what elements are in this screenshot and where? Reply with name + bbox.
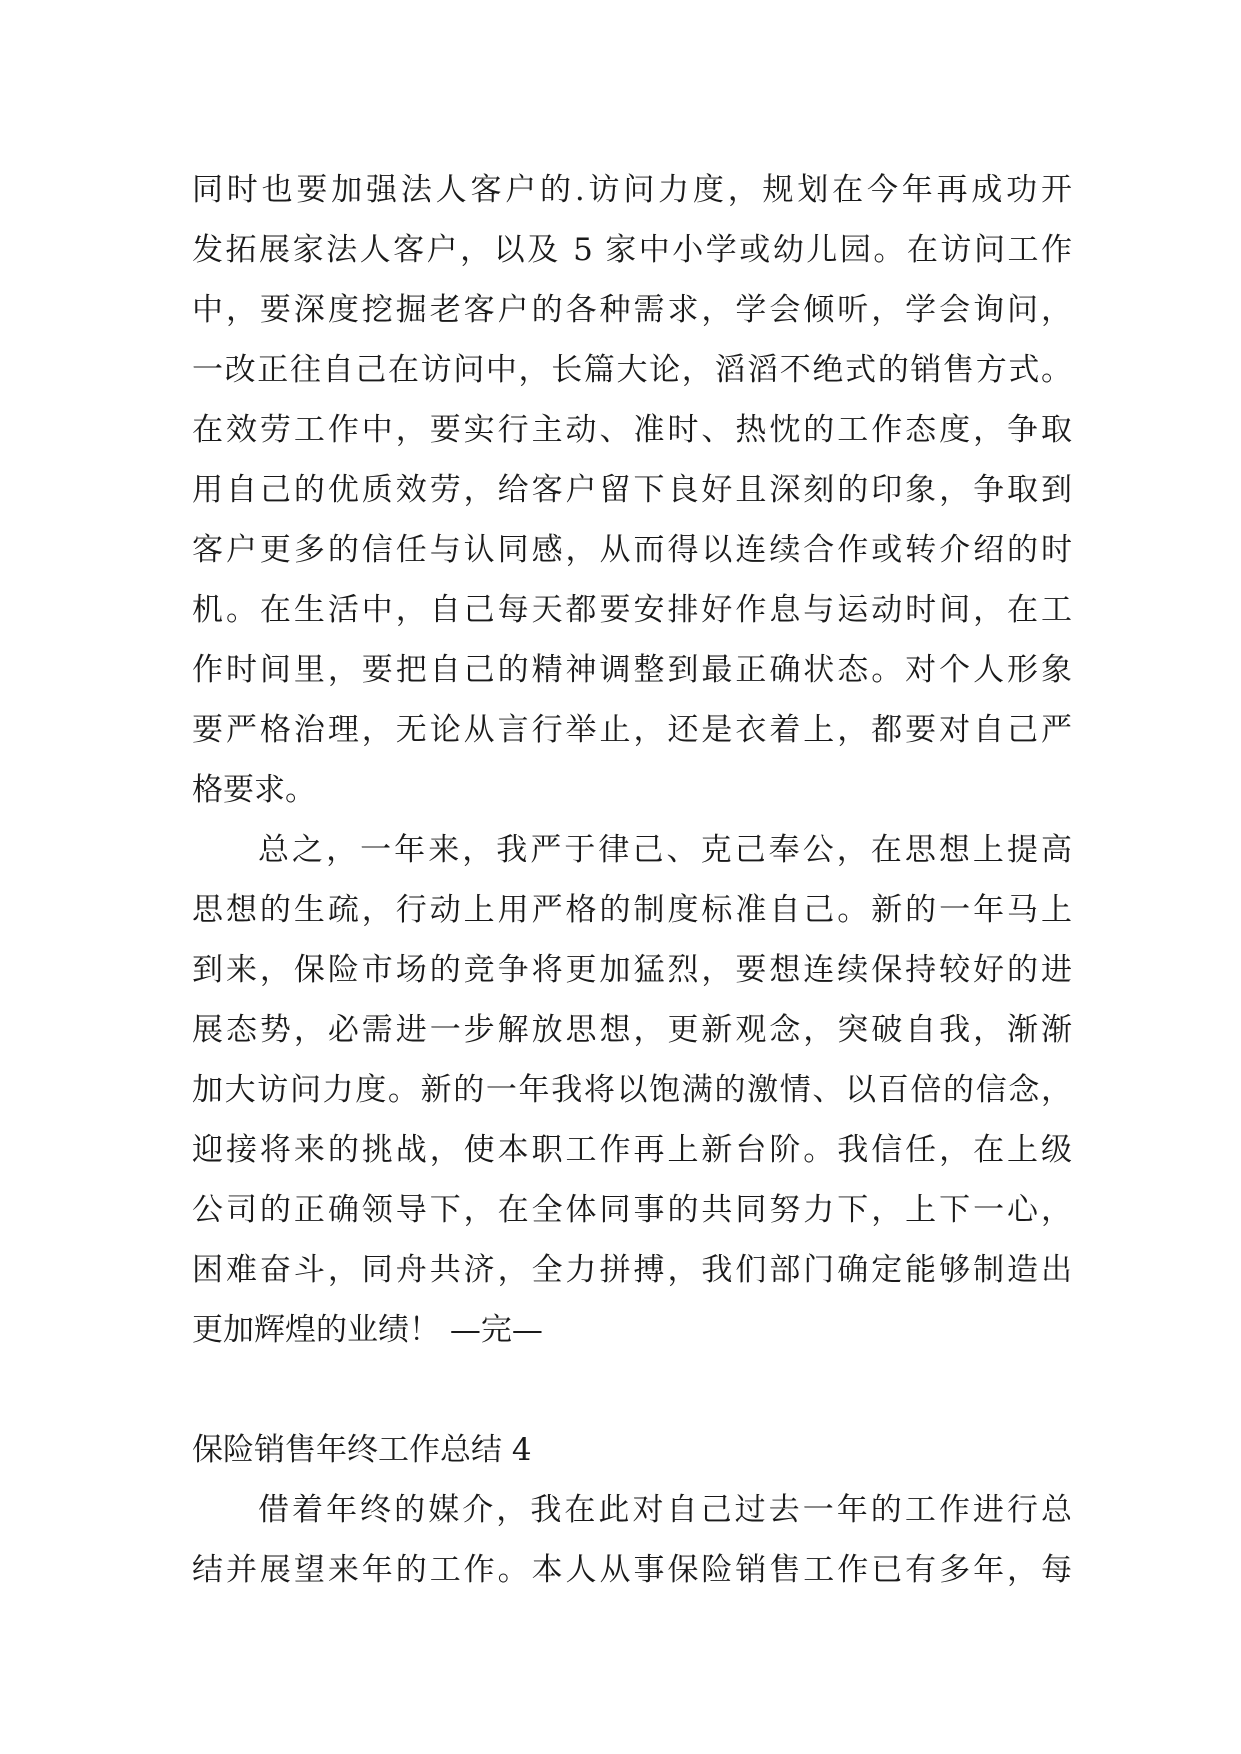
paragraph-line: 机。在生活中，自己每天都要安排好作息与运动时间，在工: [192, 592, 1072, 628]
paragraph-line: 结并展望来年的工作。本人从事保险销售工作已有多年，每: [192, 1552, 1072, 1588]
paragraph-line: 格要求。: [192, 772, 316, 808]
paragraph-line: 总之，一年来，我严于律己、克己奉公，在思想上提高: [258, 832, 1072, 868]
paragraph-line: 公司的正确领导下，在全体同事的共同努力下，上下一心，: [192, 1192, 1072, 1228]
paragraph-line: 困难奋斗，同舟共济，全力拼搏，我们部门确定能够制造出: [192, 1252, 1072, 1288]
section-heading: 保险销售年终工作总结 4: [192, 1432, 532, 1468]
paragraph-line: 同时也要加强法人客户的.访问力度，规划在今年再成功开: [192, 172, 1072, 208]
paragraph-line: 迎接将来的挑战，使本职工作再上新台阶。我信任，在上级: [192, 1132, 1072, 1168]
paragraph-line: 展态势，必需进一步解放思想，更新观念，突破自我，渐渐: [192, 1012, 1072, 1048]
paragraph-3: [192, 1480, 1072, 1600]
paragraph-line: 作时间里，要把自己的精神调整到最正确状态。对个人形象: [192, 652, 1072, 688]
paragraph-line: 客户更多的信任与认同感，从而得以连续合作或转介绍的时: [192, 532, 1072, 568]
paragraph-line: 要严格治理，无论从言行举止，还是衣着上，都要对自己严: [192, 712, 1072, 748]
paragraph-2: [192, 820, 1072, 1360]
paragraph-line: 中，要深度挖掘老客户的各种需求，学会倾听，学会询问，: [192, 292, 1072, 328]
paragraph-line: 思想的生疏，行动上用严格的制度标准自己。新的一年马上: [192, 892, 1072, 928]
paragraph-line: 发拓展家法人客户，以及 5 家中小学或幼儿园。在访问工作: [192, 232, 1072, 268]
section-gap: [192, 1360, 1072, 1420]
paragraph-line: 一改正往自己在访问中，长篇大论，滔滔不绝式的销售方式。: [192, 352, 1072, 388]
paragraph-line: 到来，保险市场的竞争将更加猛烈，要想连续保持较好的进: [192, 952, 1072, 988]
paragraph-line: 用自己的优质效劳，给客户留下良好且深刻的印象，争取到: [192, 472, 1072, 508]
paragraph-line: 加大访问力度。新的一年我将以饱满的激情、以百倍的信念，: [192, 1072, 1072, 1108]
paragraph-line: 更加辉煌的业绩！ —完—: [192, 1312, 543, 1348]
paragraph-1: [192, 160, 1072, 820]
paragraph-line: 借着年终的媒介，我在此对自己过去一年的工作进行总: [258, 1492, 1072, 1528]
paragraph-line: 在效劳工作中，要实行主动、准时、热忱的工作态度，争取: [192, 412, 1072, 448]
document-body: [192, 160, 1072, 1600]
